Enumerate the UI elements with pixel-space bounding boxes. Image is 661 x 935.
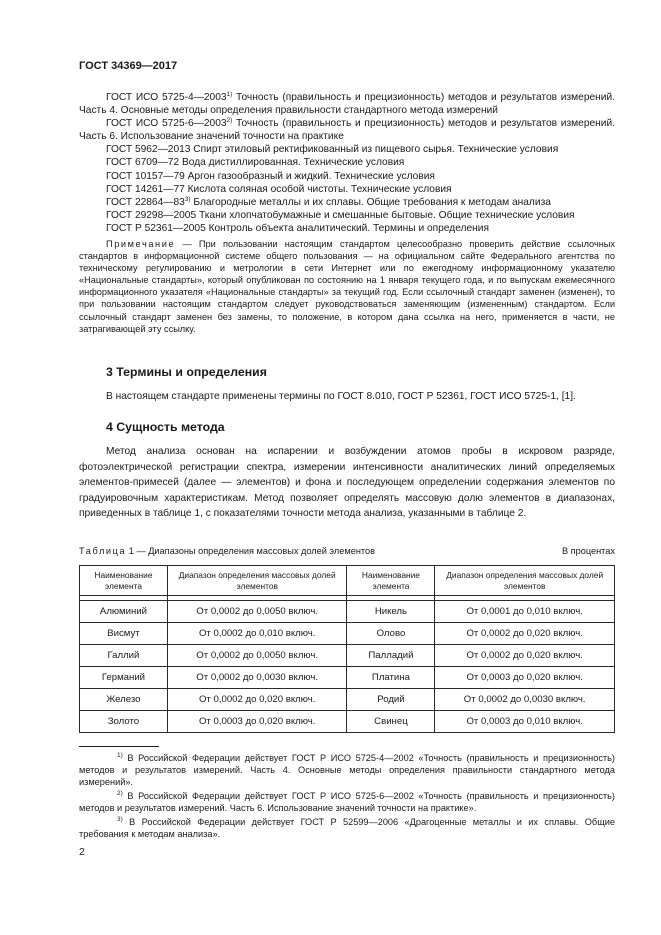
ranges-table [79,565,615,733]
table-caption: Таблица 1 — Диапазоны определения массовых долей элементов В процентах [79,546,615,556]
table-cell: От 0,0002 до 0,0030 включ. [435,689,615,711]
table-cell: От 0,0003 до 0,010 включ. [435,711,615,733]
table-cell: Никель [347,601,435,623]
table-cell: От 0,0002 до 0,010 включ. [167,623,347,645]
table-cell: Родий [347,689,435,711]
table-cell: Галлий [80,645,168,667]
reference-item: ГОСТ 14261—77 Кислота соляная особой чистоты. Технические условия [106,183,452,195]
page-number: 2 [79,846,85,858]
footnote-1: $^{1)}$ В Российской Федерации действует ГОСТ Р ИСО 5725-4—2002 «Точность (правильность и прецизионность) методов и результатов измерений. Часть 4. Основные методы определения правильности стандартного метода измерений». [79,752,615,788]
reference-item: ГОСТ 10157—79 Аргон газообразный и жидкий. Технические условия [106,170,435,182]
column-header: Наименование элемента [347,566,435,596]
table-cell: От 0,0002 до 0,0050 включ. [167,601,347,623]
table-cell: От 0,0002 до 0,020 включ. [167,689,347,711]
note-paragraph: Примечание — При пользовании настоящим стандартом целесообразно проверить действие ссылочных стандартов в информационной системе общего пользования — на официальном сайте Федерального агентства по техническому регулированию и метрологии в сети Интернет или по ежегодному информационному указателю «Национальные стандарты», который опубликован по состоянию на 1 января текущего года, и по выпускам ежемесячного информационного указателя «Национальные стандарты» за текущий год. Если ссылочный стандарт заменен (изменен), то при пользовании настоящим стандартом следует руководствоваться заменяющим (измененным) стандартом. Если ссылочный стандарт заменен без замены, то положение, в котором дана ссылка на него, применяется в части, не затрагивающей эту ссылку. [79,239,615,334]
note-label: Примечание [106,239,176,249]
table-row [80,711,615,733]
section-4-heading: 4 Сущность метода [106,420,225,434]
reference-item: ГОСТ 5962—2013 Спирт этиловый ректификованный из пищевого сырья. Технические условия [106,144,559,156]
table-cell: От 0,0002 до 0,020 включ. [435,623,615,645]
footnote-3: $^{3)}$ В Российской Федерации действует ГОСТ Р 52599—2006 «Драгоценные металлы и их сплавы. Общие требования к методам анализа». [79,816,615,840]
table-cell: Свинец [347,711,435,733]
table-row [80,601,615,623]
table-cell: Золото [80,711,168,733]
table-cell: Железо [80,689,168,711]
footnote-divider [79,746,159,747]
section-3-text: В настоящем стандарте применены термины по ГОСТ 8.010, ГОСТ Р 52361, ГОСТ ИСО 5725-1, [1]. [106,391,576,402]
table-cell: Платина [347,667,435,689]
column-header: Диапазон определения массовых долей элементов [435,566,615,596]
table-cell: Олово [347,623,435,645]
table-cell: Палладий [347,645,435,667]
table-header-row [80,566,615,596]
table-cell: От 0,0002 до 0,020 включ. [435,645,615,667]
reference-list [79,91,615,235]
table-row [80,645,615,667]
table-row [80,689,615,711]
reference-item: ГОСТ ИСО 5725-6—2003$^{2)}$ Точность (правильность и прецизионность) методов и результатов измерений. Часть 6. Использование значений точности на практике [79,117,615,143]
table-cell: Алюминий [80,601,168,623]
table-row [80,667,615,689]
reference-item: ГОСТ 6709—72 Вода дистиллированная. Технические условия [106,157,405,169]
column-header: Наименование элемента [80,566,168,596]
table-cell: Германий [80,667,168,689]
table-cell: Висмут [80,623,168,645]
table-cell: От 0,0001 до 0,010 включ. [435,601,615,623]
table-cell: От 0,0003 до 0,020 включ. [167,711,347,733]
section-4-text: Метод анализа основан на испарении и возбуждении атомов пробы в искровом разряде, фотоэлектрической регистрации спектра, измерении интенсивности аналитических линий определяемых элементов-примесей (далее — элементов) и фона и последующем определении содержания элементов по градуировочным характеристикам. Метод позволяет определять массовую долю элементов в диапазонах, приведенных в таблице 1, с показателями точности метода анализа, указанными в таблице 2. [79,446,615,520]
reference-item: ГОСТ Р 52361—2005 Контроль объекта аналитический. Термины и определения [106,222,489,234]
table-cell: От 0,0002 до 0,0030 включ. [167,667,347,689]
table-cell: От 0,0003 до 0,020 включ. [435,667,615,689]
section-3-heading: 3 Термины и определения [106,365,267,379]
reference-item: ГОСТ 22864—83$^{3)}$ Благородные металлы и их сплавы. Общие требования к методам анализа [106,195,551,208]
table-caption-label: Таблица [79,546,127,556]
reference-item: ГОСТ ИСО 5725-4—2003$^{1)}$ Точность (правильность и прецизионность) методов и результатов измерений. Часть 4. Основные методы определения правильности стандартного метода измерений [79,91,615,117]
footnote-2: $^{2)}$ В Российской Федерации действует ГОСТ Р ИСО 5725-6—2002 «Точность (правильность и прецизионность) методов и результатов измерений. Часть 6. Использование значений точности на практике». [79,790,615,814]
document-id: ГОСТ 34369—2017 [79,60,178,72]
table-units: В процентах [561,546,615,556]
column-header: Диапазон определения массовых долей элементов [167,566,347,596]
reference-item: ГОСТ 29298—2005 Ткани хлопчатобумажные и смешанные бытовые. Общие технические условия [106,209,575,221]
table-row [80,623,615,645]
table-cell: От 0,0002 до 0,0050 включ. [167,645,347,667]
